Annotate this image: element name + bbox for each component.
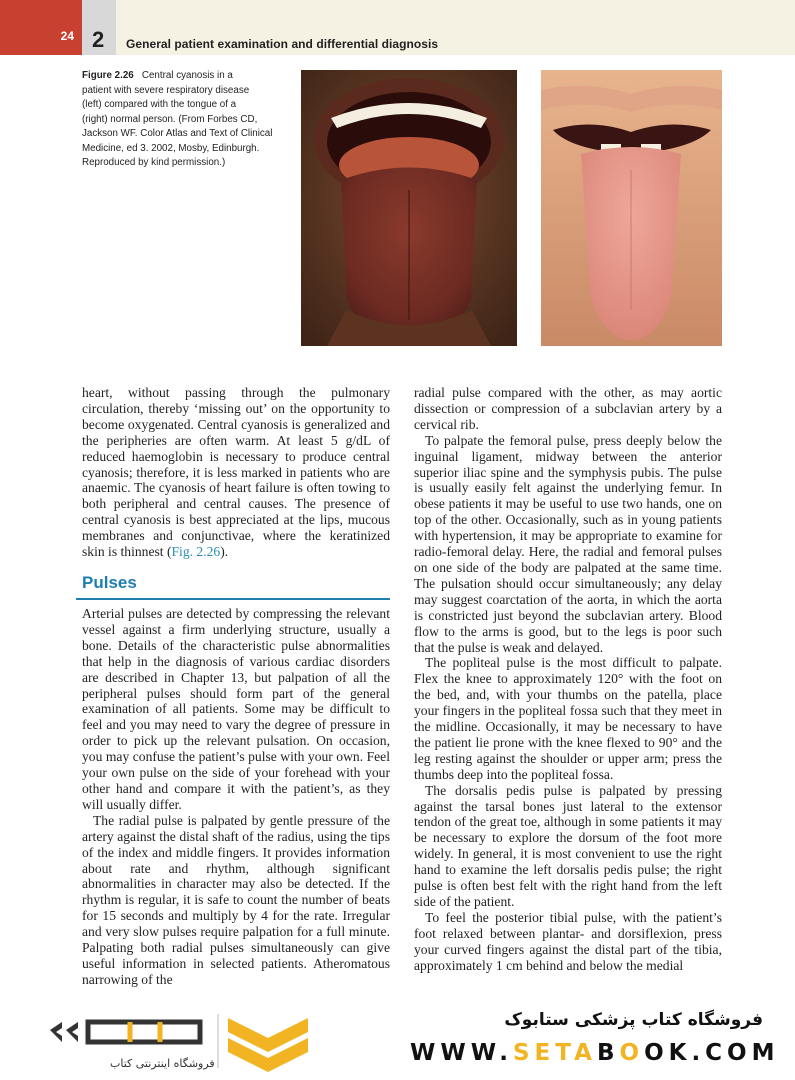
chapter-number-block [82,0,116,55]
figure-caption [82,69,287,171]
paragraph: Arterial pulses are detected by compressing the relevant vessel against a firm underlying structure, usually a bone. Details of the characteristic pulse abnormalities that help in the diagnosis of various cardiac disorders are described in Chapter 13, but palpation of all the peripheral pulses should form part of the general examination of all patients. Some may be difficult to feel and you may need to vary the degree of pressure in order to pick up the relevant pulsation. On occasion, you may confuse the patient’s pulse with your own. Feel your own pulse on the side of your forehead with your other hand and compare it with the patient’s, as they will usually differ. [82,606,390,812]
chapter-number: 2 [92,27,105,52]
figure-reference-link[interactable]: Fig. 2.26 [171,544,221,560]
right-column-text [414,385,722,996]
caption-line: Medicine, ed 3. 2002, Mosby, Edinburgh. [82,142,260,154]
caption-line: Central cyanosis in a [141,70,233,81]
caption-line: Jackson WF. Color Atlas and Text of Clinical [82,128,273,139]
url-suffix: OK.COM [644,1040,780,1066]
url-accent-seta: SETA [512,1040,597,1066]
paragraph-text-end: ). [220,544,229,560]
left-column-continued-text [82,385,390,560]
paragraph: To palpate the femoral pulse, press deeply below the inguinal ligament, midway between the anterior superior iliac spine and the symphysis pubis. The pulse is usually easily felt against the underlying femur. In obese patients it may be useful to use two hands, one on top of the other. Occasionally, such as in young patients with hypertension, it may be appropriate to examine for radio-femoral delay. Here, the radial and femoral pulses on one side of the body are palpated at the same time. The pulsation should occur simultaneously; any delay may suggest coarctation of the aorta, in which the aorta is constricted just beyond the subclavian artery. Blood flow to the arms is good, but to the legs is poor such that the pulse is weak and delayed. [414,432,722,655]
store-name: فروشگاه کتاب پزشکی ستابوک [504,1010,763,1030]
logo-tagline: فروشگاه اینترنتی کتاب [110,1057,215,1070]
setabook-logo [40,1008,320,1072]
section-heading-pulses: Pulses [82,573,137,592]
left-column-pulses-text [82,606,390,996]
normal-tongue-photo [541,70,722,346]
caption-line: Reproduced by kind permission.) [82,157,226,168]
footer-watermark [0,996,795,1080]
paragraph: To feel the posterior tibial pulse, with the patient’s foot relaxed between plantar- and dorsiflexion, press your curved fingers against the distal part of the tibia, approximately 1 cm behind and below the medial [414,909,722,973]
running-title: General patient examination and differential diagnosis [126,37,439,51]
store-url[interactable] [410,1040,780,1066]
url-prefix: WWW. [410,1040,513,1066]
paragraph: radial pulse compared with the other, as may aortic dissection or compression of a subclavian artery by a cervical rib. [414,385,722,432]
page-number-block [0,0,82,55]
page-header [0,0,795,55]
page-number: 24 [60,29,74,43]
url-middle: B [596,1040,620,1066]
figure-label: Figure 2.26 [82,70,134,81]
caption-line: patient with severe respiratory disease [82,84,250,96]
section-rule [76,598,390,600]
caption-line: (left) compared with the tongue of a [82,99,237,110]
paragraph: The radial pulse is palpated by gentle pressure of the artery against the distal shaft of the radius, using the tips of the index and middle fingers. It provides information about rate and rhythm, although significant abnormalities in character may also be detected. If the rhythm is regular, it is safe to count the number of beats for 15 seconds and multiply by 4 for the rate. Irregular and very slow pulses require palpation for a full minute. Palpating both radial pulses simultaneously can give useful information in selected patients. Atheromatous narrowing of the [82,812,390,987]
paragraph [82,385,390,560]
caption-line: (right) normal person. (From Forbes CD, [82,113,258,125]
cyanotic-tongue-photo [301,70,517,346]
paragraph-text: heart, without passing through the pulmonary circulation, thereby ‘missing out’ on the opportunity to become oxygenated. Central cyanosis is generalized and the peripheries are often warm. At least 5 g/dL of reduced haemoglobin is necessary to produce central cyanosis; therefore, it is less marked in patients who are anaemic. The cyanosis of heart failure is often towing to both peripheral and central causes. The presence of central cyanosis is best appreciated at the lips, mucous membranes and conjunctivae, where the keratinized skin is thinnest ( [82,385,390,560]
paragraph: The popliteal pulse is the most difficult to palpate. Flex the knee to approximately 120° with the foot on the bed, and, with your thumbs on the patella, place your fingers in the popliteal fossa such that they meet in the midline. Occasionally, it may be necessary to have the patient lie prone with the knee flexed to 90° and the leg resting against the shoulder or upper arm; press the thumbs deep into the popliteal fossa. [414,655,722,782]
paragraph: The dorsalis pedis pulse is palpated by pressing against the tarsal bones just lateral to the extensor tendon of the great toe, although in some patients it may be necessary to explore the dorsum of the foot more widely. In general, it is most convenient to use the right hand to examine the left dorsalis pedis pulse; the right pulse is often best felt with the right hand from the left side of the patient. [414,782,722,909]
url-accent-o: O [619,1040,645,1066]
